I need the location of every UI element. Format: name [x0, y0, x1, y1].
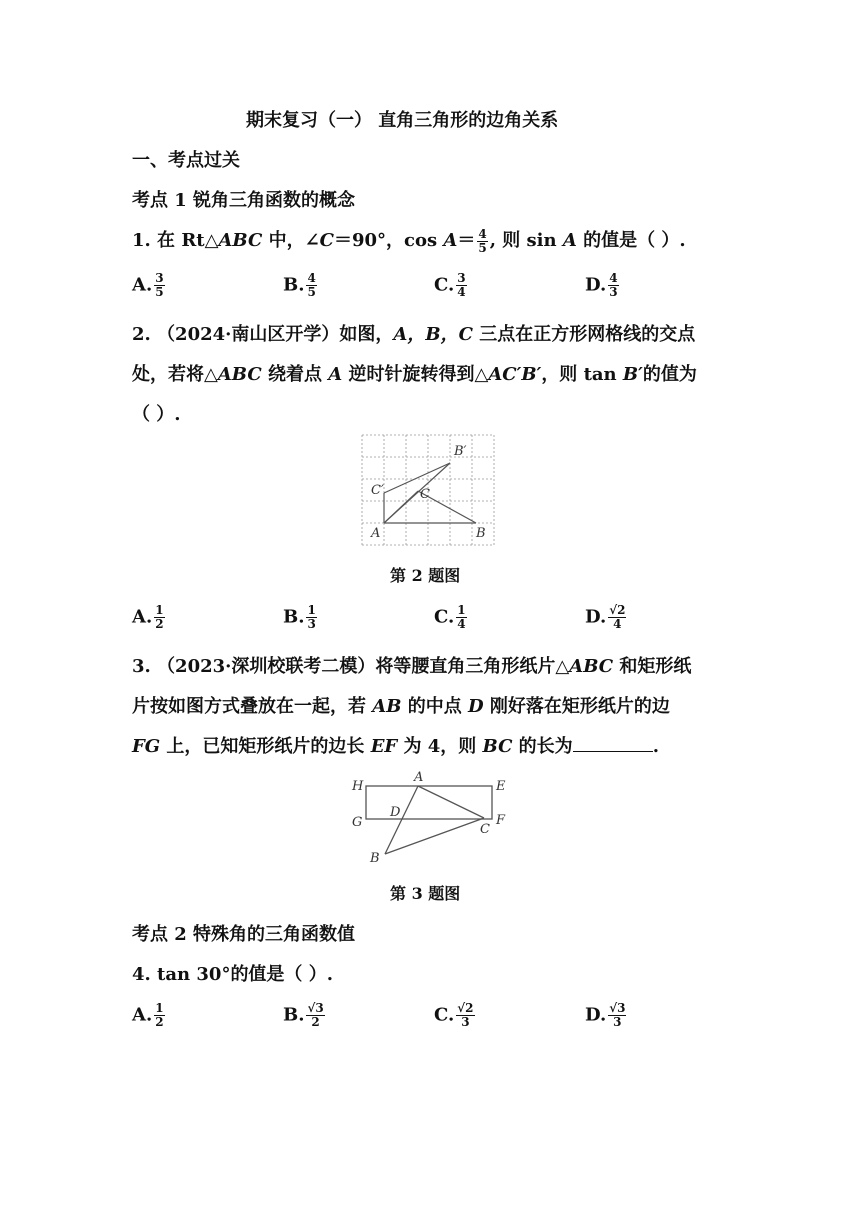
q4-option-d[interactable]: D. $\frac{√3}{3}$	[585, 1001, 626, 1029]
q2-option-b[interactable]: B. $\frac{1}{3}$	[283, 603, 316, 631]
figure-2-grid	[358, 433, 502, 549]
question-3-line-1: 3. （2023·深圳校联考二模）将等腰直角三角形纸片△ABC 和矩形纸	[132, 656, 692, 677]
section-heading: 一、考点过关	[132, 150, 240, 171]
keypoint-1-heading: 考点 1 锐角三角函数的概念	[132, 190, 356, 211]
fraction: $\frac{4}{5}$	[478, 226, 487, 255]
label-A: A	[371, 526, 381, 541]
triangles	[384, 463, 476, 523]
figure-3-caption: 第 3 题图	[390, 884, 461, 903]
label-H: H	[352, 779, 364, 794]
q2-option-c[interactable]: C. $\frac{1}{4}$	[434, 603, 466, 631]
question-4-text: 4. tan 30°的值是（ ）.	[132, 964, 333, 985]
label-B: B	[476, 526, 486, 541]
question-2-line-1: 2. （2024·南山区开学）如图，A，B，C 三点在正方形网格线的交点	[132, 324, 696, 345]
q2-option-a[interactable]: A. $\frac{1}{2}$	[132, 603, 164, 631]
label-B: B	[370, 851, 380, 866]
q2-option-d[interactable]: D. $\frac{√2}{4}$	[585, 603, 626, 631]
answer-blank[interactable]	[573, 733, 653, 752]
question-3-line-3: FG 上，已知矩形纸片的边长 EF 为 4，则 BC 的长为 .	[132, 732, 659, 758]
question-2-line-2: 处，若将△ABC 绕着点 A 逆时针旋转得到△AC′B′，则 tan B′的值为	[132, 364, 697, 385]
label-F: F	[496, 813, 506, 828]
page-title: 期末复习（一） 直角三角形的边角关系	[246, 110, 559, 131]
q4-option-b[interactable]: B. $\frac{√3}{2}$	[283, 1001, 324, 1029]
label-E: E	[496, 779, 506, 794]
keypoint-2-heading: 考点 2 特殊角的三角函数值	[132, 924, 356, 945]
question-1-text: 1. 在 Rt△ABC 中，∠C＝90°，cos A＝ $\frac{4}{5}$ , 则 sin A 的值是（ ）.	[132, 226, 686, 255]
q1-option-b[interactable]: B. $\frac{4}{5}$	[283, 271, 316, 299]
figure-3-diagram	[348, 770, 514, 866]
label-C-prime: C′	[371, 483, 384, 498]
label-B-prime: B′	[454, 444, 467, 459]
q1-option-a[interactable]: A. $\frac{3}{5}$	[132, 271, 164, 299]
figure-3-lines	[366, 786, 492, 854]
label-D: D	[390, 805, 401, 820]
q1-option-c[interactable]: C. $\frac{3}{4}$	[434, 271, 466, 299]
question-3-line-2: 片按如图方式叠放在一起，若 AB 的中点 D 刚好落在矩形纸片的边	[132, 696, 670, 717]
q1-option-d[interactable]: D. $\frac{4}{3}$	[585, 271, 618, 299]
q4-option-a[interactable]: A. $\frac{1}{2}$	[132, 1001, 164, 1029]
label-G: G	[352, 815, 363, 830]
label-C: C	[480, 822, 490, 837]
label-A: A	[414, 770, 424, 785]
q4-option-c[interactable]: C. $\frac{√2}{3}$	[434, 1001, 474, 1029]
question-2-line-3: （ ）.	[132, 404, 181, 425]
label-C: C	[420, 487, 430, 502]
figure-2-caption: 第 2 题图	[390, 566, 461, 585]
